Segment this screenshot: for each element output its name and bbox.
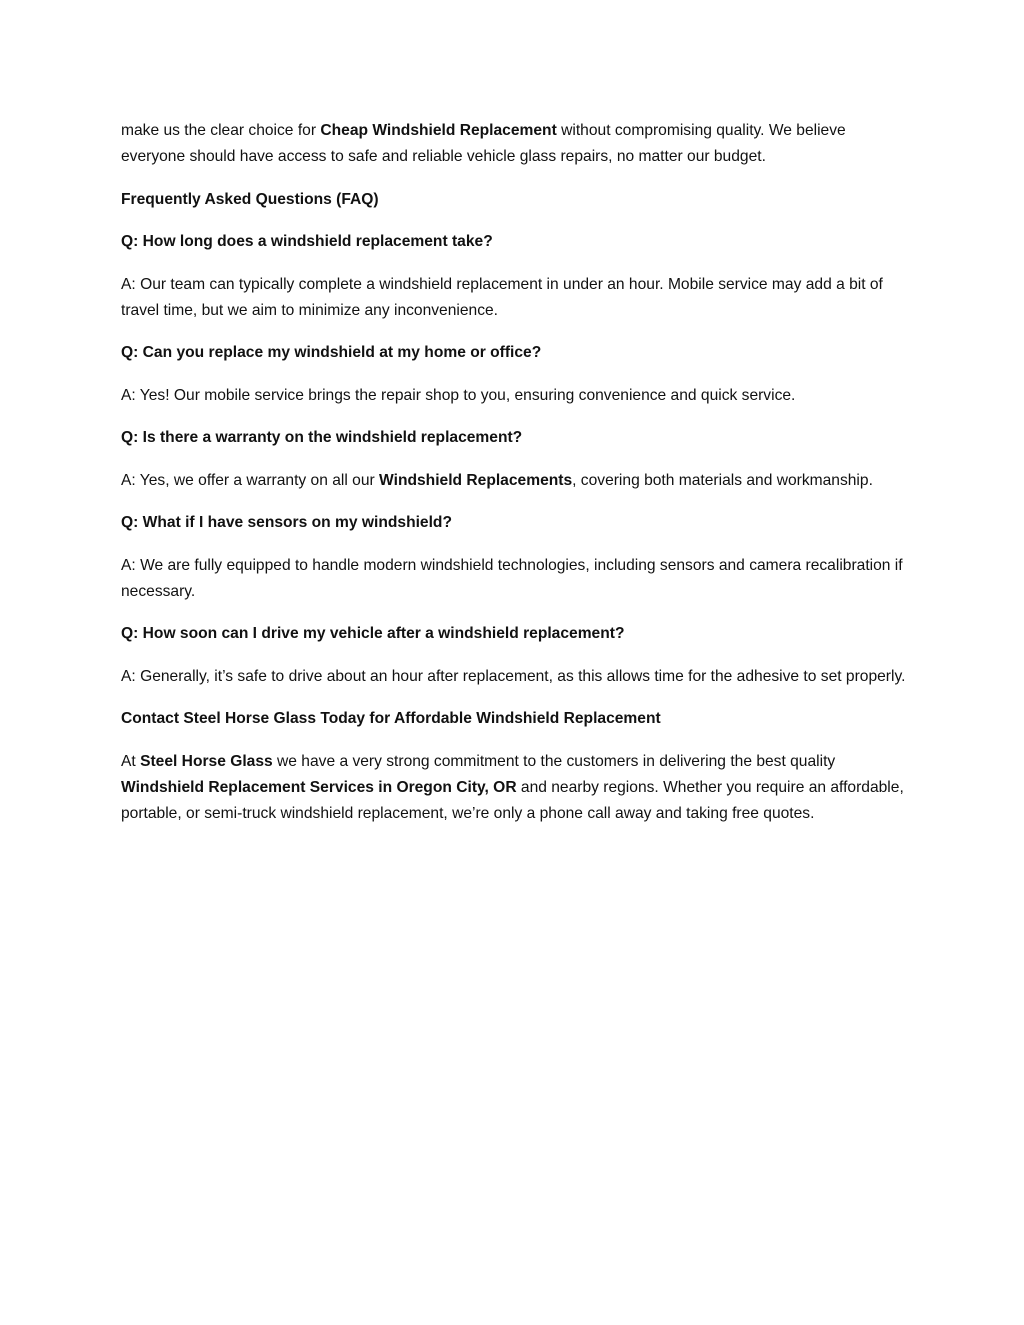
faq-question-2-text: Q: Can you replace my windshield at my home or office? <box>121 344 542 361</box>
faq-answer-2: A: Yes! Our mobile service brings the repair shop to you, ensuring convenience and quick service. <box>121 386 796 404</box>
faq-heading <box>121 187 911 213</box>
intro-paragraph <box>121 118 911 170</box>
contact-text-3: and nearby regions. Whether you require an affordable, portable, or semi-truck windshield replacement, we’re only a phone call away and taking free quotes. <box>121 778 904 822</box>
faq-heading-text: Frequently Asked Questions (FAQ) <box>121 190 379 208</box>
contact-heading <box>121 706 911 732</box>
faq-question-5-text: Q: How soon can I drive my vehicle after a windshield replacement? <box>121 625 625 642</box>
faq-answer-3-text-2: , covering both materials and workmanship. <box>572 471 873 489</box>
intro-text-1: make us the clear choice for <box>121 122 321 139</box>
faq-answer-4: A: We are fully equipped to handle modern windshield technologies, including sensors and camera recalibration if necessary. <box>121 556 903 600</box>
document-body <box>121 118 911 843</box>
faq-answer-3-bold: Windshield Replacements <box>379 471 573 489</box>
faq-question-3 <box>121 425 911 451</box>
contact-paragraph <box>121 749 911 827</box>
contact-text-1: At <box>121 752 141 770</box>
faq-question-5 <box>121 621 911 647</box>
faq-answer-5: A: Generally, it’s safe to drive about an hour after replacement, as this allows time for the adhesive to set properly. <box>121 667 906 685</box>
contact-bold-company: Steel Horse Glass <box>140 752 273 770</box>
contact-bold-services: Windshield Replacement Services in Oregon City, OR <box>121 778 517 796</box>
intro-bold-cheap-windshield: Cheap Windshield Replacement <box>320 122 557 139</box>
faq-question-4-text: Q: What if I have sensors on my windshield? <box>121 514 452 531</box>
contact-text-2: we have a very strong commitment to the customers in delivering the best quality <box>272 752 836 770</box>
faq-question-1 <box>121 229 911 255</box>
intro-text-2: without compromising quality. We believe everyone should have access to safe and reliable vehicle glass repairs, no matter our budget. <box>121 122 846 165</box>
faq-question-2 <box>121 340 911 366</box>
faq-answer-3 <box>121 468 911 494</box>
faq-question-4 <box>121 510 911 536</box>
faq-question-1-text: Q: How long does a windshield replacement take? <box>121 233 493 250</box>
faq-answer-1: A: Our team can typically complete a windshield replacement in under an hour. Mobile service may add a bit of travel time, but we aim to minimize any inconvenience. <box>121 275 883 319</box>
contact-heading-text: Contact Steel Horse Glass Today for Affordable Windshield Replacement <box>121 710 661 727</box>
faq-answer-3-text-1: A: Yes, we offer a warranty on all our <box>121 471 380 489</box>
faq-question-3-text: Q: Is there a warranty on the windshield replacement? <box>121 429 523 446</box>
